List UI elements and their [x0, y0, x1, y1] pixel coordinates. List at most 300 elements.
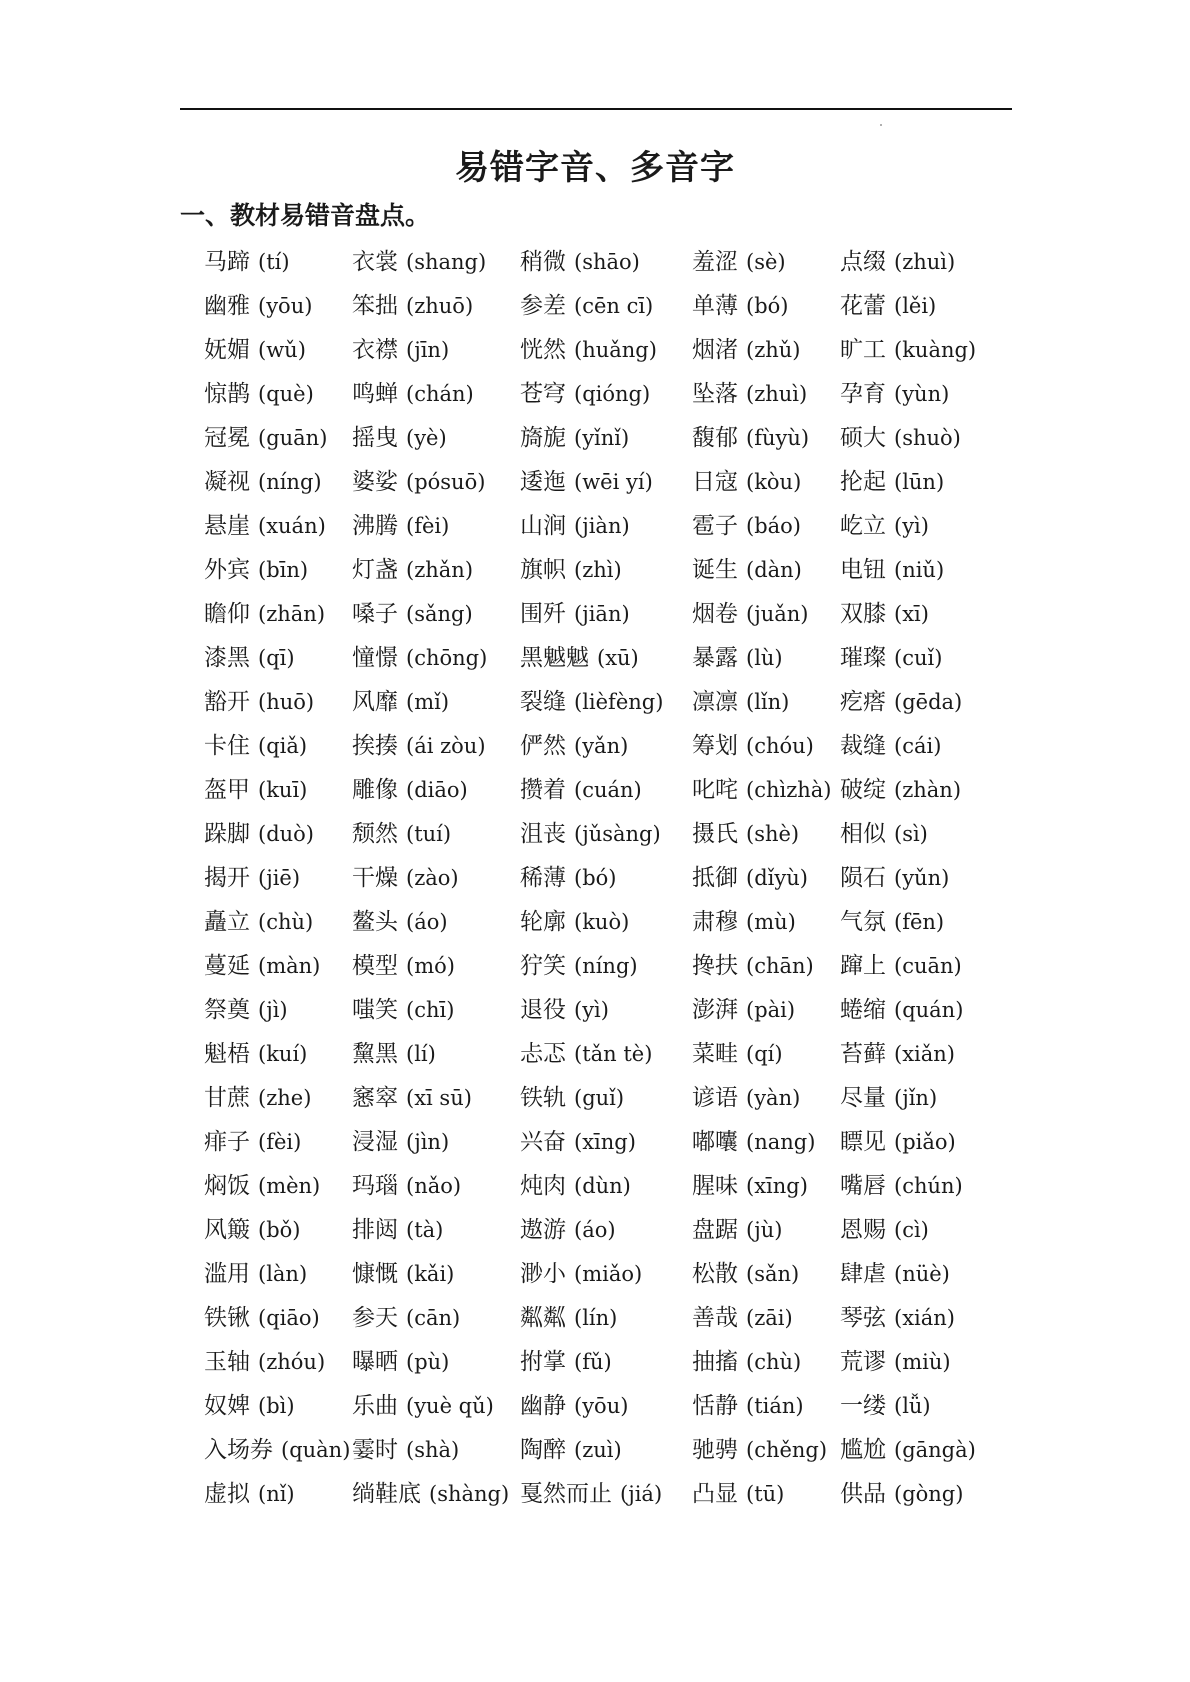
vocab-pinyin: (bó): [574, 866, 617, 890]
vocab-pinyin: (yè): [406, 426, 447, 450]
vocab-row: [204, 724, 1024, 768]
vocab-word: 魁梧: [204, 1041, 250, 1067]
vocab-word: 兴奋: [520, 1129, 566, 1155]
vocab-word: 幽雅: [204, 293, 250, 319]
vocab-pinyin: (fùyù): [746, 426, 810, 450]
vocab-pinyin: (dùn): [574, 1174, 631, 1198]
vocab-pinyin: (tián): [746, 1394, 804, 1418]
vocab-entry: [352, 1340, 449, 1384]
vocab-entry: [204, 636, 295, 680]
vocab-entry: [204, 944, 320, 988]
vocab-word: 沸腾: [352, 513, 398, 539]
vocab-entry: [840, 1164, 963, 1208]
vocab-entry: [692, 416, 809, 460]
vocab-pinyin: (cái): [894, 734, 942, 758]
vocab-pinyin: (fēn): [894, 910, 945, 934]
vocab-entry: [692, 636, 783, 680]
vocab-entry: [204, 1384, 295, 1428]
vocab-entry: [692, 680, 789, 724]
vocab-pinyin: (sǎng): [406, 602, 473, 626]
vocab-pinyin: (pù): [406, 1350, 450, 1374]
vocab-pinyin: (guǐ): [574, 1086, 625, 1110]
vocab-entry: [840, 812, 928, 856]
vocab-pinyin: (shuò): [894, 426, 961, 450]
vocab-entry: [692, 1076, 800, 1120]
vocab-pinyin: (jǔsàng): [574, 822, 661, 846]
vocab-pinyin: (xiǎn): [894, 1042, 955, 1066]
vocab-entry: [692, 1296, 793, 1340]
vocab-word: 粼粼: [520, 1305, 566, 1331]
vocab-word: 荒谬: [840, 1349, 886, 1375]
vocab-word: 苍穹: [520, 381, 566, 407]
vocab-pinyin: (qiāo): [258, 1306, 320, 1330]
vocab-entry: [840, 636, 942, 680]
vocab-entry: [352, 768, 468, 812]
vocab-entry: [692, 460, 801, 504]
vocab-word: 破绽: [840, 777, 886, 803]
vocab-row: [204, 416, 1024, 460]
vocab-row: [204, 1252, 1024, 1296]
vocab-entry: [692, 1340, 801, 1384]
vocab-row: [204, 240, 1024, 284]
vocab-word: 轮廓: [520, 909, 566, 935]
vocab-word: 退役: [520, 997, 566, 1023]
vocab-word: 铁锹: [204, 1305, 250, 1331]
vocab-word: 祭奠: [204, 997, 250, 1023]
vocab-word: 灯盏: [352, 557, 398, 583]
vocab-pinyin: (yuè qǔ): [406, 1394, 494, 1418]
vocab-pinyin: (jiàn): [574, 514, 630, 538]
vocab-pinyin: (guān): [258, 426, 328, 450]
vocab-entry: [520, 944, 638, 988]
vocab-row: [204, 1032, 1024, 1076]
vocab-word: 肃穆: [692, 909, 738, 935]
vocab-word: 干燥: [352, 865, 398, 891]
vocab-word: 炖肉: [520, 1173, 566, 1199]
vocab-word: 馥郁: [692, 425, 738, 451]
vocab-entry: [692, 1472, 784, 1516]
vocab-word: 稍微: [520, 249, 566, 275]
vocab-entry: [840, 592, 929, 636]
vocab-entry: [520, 1472, 662, 1516]
vocab-word: 乐曲: [352, 1393, 398, 1419]
vocab-pinyin: (sǎn): [746, 1262, 800, 1286]
vocab-entry: [692, 900, 796, 944]
vocab-entry: [840, 768, 961, 812]
vocab-entry: [204, 548, 308, 592]
vocab-word: 憧憬: [352, 645, 398, 671]
vocab-word: 冠冕: [204, 425, 250, 451]
vocab-pinyin: (mèn): [258, 1174, 321, 1198]
vocab-pinyin: (yǐnǐ): [574, 426, 630, 450]
vocab-entry: [204, 1340, 325, 1384]
vocab-entry: [840, 1384, 931, 1428]
vocab-entry: [840, 1252, 950, 1296]
header-rule: [180, 108, 1012, 110]
vocab-row: [204, 592, 1024, 636]
vocab-entry: [352, 1032, 436, 1076]
vocab-word: 焖饭: [204, 1173, 250, 1199]
vocab-pinyin: (níng): [574, 954, 638, 978]
vocab-entry: [840, 240, 955, 284]
vocab-pinyin: (jǐn): [894, 1086, 938, 1110]
vocab-pinyin: (mó): [406, 954, 455, 978]
vocab-pinyin: (mù): [746, 910, 796, 934]
speck: [880, 124, 882, 126]
vocab-word: 凝视: [204, 469, 250, 495]
vocab-pinyin: (piǎo): [894, 1130, 956, 1154]
vocab-word: 模型: [352, 953, 398, 979]
vocab-entry: [520, 504, 630, 548]
vocab-pinyin: (chán): [406, 382, 474, 406]
vocab-pinyin: (huǎng): [574, 338, 657, 362]
vocab-entry: [840, 548, 944, 592]
vocab-entry: [204, 856, 300, 900]
vocab-pinyin: (fǔ): [574, 1350, 612, 1374]
vocab-pinyin: (zhān): [258, 602, 326, 626]
vocab-entry: [352, 724, 486, 768]
vocab-word: 参差: [520, 293, 566, 319]
vocab-entry: [840, 944, 962, 988]
vocab-pinyin: (zhuō): [406, 294, 474, 318]
vocab-entry: [352, 1428, 459, 1472]
vocab-entry: [520, 988, 609, 1032]
vocab-row: [204, 1120, 1024, 1164]
vocab-entry: [692, 1252, 799, 1296]
vocab-pinyin: (xīng): [574, 1130, 636, 1154]
vocab-pinyin: (zhuì): [746, 382, 808, 406]
vocab-entry: [204, 768, 307, 812]
vocab-word: 颓然: [352, 821, 398, 847]
vocab-pinyin: (tà): [406, 1218, 444, 1242]
vocab-pinyin: (zhóu): [258, 1350, 326, 1374]
vocab-pinyin: (yùn): [894, 382, 950, 406]
vocab-entry: [520, 636, 639, 680]
vocab-entry: [692, 1384, 804, 1428]
vocab-pinyin: (chī): [406, 998, 455, 1022]
vocab-pinyin: (xīng): [746, 1174, 808, 1198]
vocab-pinyin: (yǔn): [894, 866, 950, 890]
vocab-entry: [840, 284, 936, 328]
vocab-pinyin: (yì): [574, 998, 609, 1022]
vocab-pinyin: (cuán): [574, 778, 642, 802]
vocab-word: 浸湿: [352, 1129, 398, 1155]
vocab-entry: [840, 372, 949, 416]
vocab-word: 菜畦: [692, 1041, 738, 1067]
vocab-entry: [520, 284, 653, 328]
vocab-entry: [840, 724, 941, 768]
vocab-pinyin: (lièfèng): [574, 690, 664, 714]
vocab-word: 婆娑: [352, 469, 398, 495]
section-heading: 一、教材易错音盘点。: [180, 201, 431, 230]
vocab-pinyin: (chún): [894, 1174, 963, 1198]
vocab-word: 忐忑: [520, 1041, 566, 1067]
vocab-entry: [204, 328, 306, 372]
vocab-word: 尴尬: [840, 1437, 886, 1463]
vocab-pinyin: (báo): [746, 514, 801, 538]
vocab-pinyin: (cuǐ): [894, 646, 943, 670]
vocab-word: 单薄: [692, 293, 738, 319]
vocab-word: 玛瑙: [352, 1173, 398, 1199]
vocab-pinyin: (dàn): [746, 558, 802, 582]
vocab-entry: [352, 504, 449, 548]
vocab-entry: [520, 1120, 636, 1164]
vocab-entry: [520, 1384, 628, 1428]
vocab-word: 滥用: [204, 1261, 250, 1287]
vocab-word: 豁开: [204, 689, 250, 715]
vocab-pinyin: (qí): [746, 1042, 783, 1066]
vocab-word: 嘴唇: [840, 1173, 886, 1199]
vocab-word: 幽静: [520, 1393, 566, 1419]
vocab-word: 搀扶: [692, 953, 738, 979]
vocab-entry: [692, 1120, 815, 1164]
vocab-pinyin: (zuì): [574, 1438, 622, 1462]
vocab-entry: [352, 1120, 449, 1164]
vocab-entry: [520, 328, 657, 372]
vocab-entry: [692, 548, 802, 592]
vocab-pinyin: (kuí): [258, 1042, 308, 1066]
vocab-pinyin: (qī): [258, 646, 295, 670]
vocab-row: [204, 680, 1024, 724]
vocab-entry: [204, 416, 327, 460]
vocab-row: [204, 1472, 1024, 1516]
vocab-pinyin: (quán): [894, 998, 964, 1022]
vocab-pinyin: (cān): [406, 1306, 461, 1330]
vocab-pinyin: (cì): [894, 1218, 929, 1242]
vocab-row: [204, 284, 1024, 328]
vocab-pinyin: (zāi): [746, 1306, 793, 1330]
vocab-word: 凛凛: [692, 689, 738, 715]
vocab-entry: [840, 900, 944, 944]
vocabulary-grid: [204, 240, 1024, 1516]
vocab-row: [204, 1428, 1024, 1472]
vocab-entry: [352, 1252, 454, 1296]
vocab-word: 奴婢: [204, 1393, 250, 1419]
vocab-pinyin: (pài): [746, 998, 796, 1022]
vocab-entry: [352, 900, 448, 944]
vocab-word: 攒着: [520, 777, 566, 803]
vocab-word: 驰骋: [692, 1437, 738, 1463]
vocab-word: 渺小: [520, 1261, 566, 1287]
vocab-word: 双膝: [840, 601, 886, 627]
vocab-pinyin: (tí): [258, 250, 290, 274]
vocab-pinyin: (kǎi): [406, 1262, 455, 1286]
vocab-pinyin: (zhì): [574, 558, 622, 582]
vocab-entry: [204, 1164, 320, 1208]
vocab-row: [204, 856, 1024, 900]
vocab-word: 悬崖: [204, 513, 250, 539]
vocab-pinyin: (zhǔ): [746, 338, 801, 362]
vocab-pinyin: (zhǎn): [406, 558, 474, 582]
vocab-entry: [204, 372, 314, 416]
vocab-entry: [520, 1032, 652, 1076]
vocab-entry: [352, 988, 454, 1032]
vocab-word: 铁轨: [520, 1085, 566, 1111]
vocab-entry: [692, 504, 801, 548]
vocab-entry: [840, 1472, 963, 1516]
vocab-word: 鸣蝉: [352, 381, 398, 407]
vocab-row: [204, 1208, 1024, 1252]
vocab-entry: [692, 944, 814, 988]
vocab-pinyin: (xī): [894, 602, 929, 626]
vocab-pinyin: (wēi yí): [574, 470, 653, 494]
vocab-entry: [352, 1472, 509, 1516]
vocab-word: 陶醉: [520, 1437, 566, 1463]
vocab-pinyin: (chìzhà): [746, 778, 832, 802]
vocab-pinyin: (nüè): [894, 1262, 950, 1286]
vocab-entry: [204, 592, 325, 636]
vocab-word: 围歼: [520, 601, 566, 627]
vocab-entry: [840, 1428, 976, 1472]
vocab-word: 琴弦: [840, 1305, 886, 1331]
vocab-entry: [352, 460, 485, 504]
vocab-entry: [352, 944, 455, 988]
vocab-entry: [204, 284, 312, 328]
vocab-pinyin: (bó): [746, 294, 789, 318]
vocab-word: 烟渚: [692, 337, 738, 363]
vocab-word: 一缕: [840, 1393, 886, 1419]
vocab-word: 瞻仰: [204, 601, 250, 627]
vocab-word: 日寇: [692, 469, 738, 495]
vocab-word: 旗帜: [520, 557, 566, 583]
vocab-row: [204, 372, 1024, 416]
vocab-entry: [520, 1164, 631, 1208]
vocab-word: 璀璨: [840, 645, 886, 671]
vocab-pinyin: (qiǎ): [258, 734, 308, 758]
vocab-word: 矗立: [204, 909, 250, 935]
vocab-pinyin: (wǔ): [258, 338, 306, 362]
vocab-word: 俨然: [520, 733, 566, 759]
vocab-entry: [204, 460, 322, 504]
vocab-word: 风簸: [204, 1217, 250, 1243]
vocab-pinyin: (kuàng): [894, 338, 977, 362]
vocab-entry: [204, 240, 290, 284]
vocab-word: 雹子: [692, 513, 738, 539]
vocab-entry: [840, 504, 929, 548]
vocab-word: 点缀: [840, 249, 886, 275]
vocab-row: [204, 900, 1024, 944]
vocab-word: 挨揍: [352, 733, 398, 759]
vocab-pinyin: (nǐ): [258, 1482, 295, 1506]
vocab-pinyin: (chōng): [406, 646, 488, 670]
vocab-entry: [352, 856, 459, 900]
vocab-word: 盔甲: [204, 777, 250, 803]
vocab-word: 恬静: [692, 1393, 738, 1419]
vocab-row: [204, 768, 1024, 812]
vocab-pinyin: (zào): [406, 866, 459, 890]
vocab-pinyin: (chěng): [746, 1438, 828, 1462]
vocab-entry: [840, 1208, 929, 1252]
vocab-pinyin: (nang): [746, 1130, 816, 1154]
vocab-pinyin: (jì): [258, 998, 288, 1022]
vocab-pinyin: (shà): [406, 1438, 460, 1462]
vocab-pinyin: (jīn): [406, 338, 450, 362]
vocab-pinyin: (qióng): [574, 382, 651, 406]
vocab-word: 蔓延: [204, 953, 250, 979]
vocab-entry: [352, 328, 449, 372]
vocab-pinyin: (kuī): [258, 778, 308, 802]
vocab-word: 腥味: [692, 1173, 738, 1199]
vocab-entry: [204, 1208, 300, 1252]
vocab-word: 虚拟: [204, 1481, 250, 1507]
vocab-word: 抵御: [692, 865, 738, 891]
vocab-pinyin: (gēda): [894, 690, 963, 714]
vocab-entry: [692, 724, 814, 768]
vocab-pinyin: (yōu): [574, 1394, 629, 1418]
vocab-pinyin: (juǎn): [746, 602, 809, 626]
vocab-word: 旖旎: [520, 425, 566, 451]
vocab-entry: [692, 1208, 782, 1252]
vocab-pinyin: (yàn): [746, 1086, 801, 1110]
vocab-pinyin: (chóu): [746, 734, 814, 758]
vocab-entry: [840, 1340, 951, 1384]
vocab-word: 衣襟: [352, 337, 398, 363]
vocab-entry: [204, 724, 307, 768]
vocab-entry: [520, 460, 653, 504]
vocab-pinyin: (lěi): [894, 294, 937, 318]
vocab-entry: [520, 1428, 622, 1472]
vocab-entry: [204, 680, 314, 724]
vocab-row: [204, 812, 1024, 856]
vocab-entry: [352, 1384, 494, 1428]
vocab-entry: [840, 460, 944, 504]
vocab-row: [204, 1296, 1024, 1340]
vocab-entry: [352, 812, 451, 856]
vocab-pinyin: (áo): [406, 910, 448, 934]
vocab-pinyin: (fèi): [258, 1130, 302, 1154]
vocab-word: 沮丧: [520, 821, 566, 847]
vocab-entry: [840, 1296, 955, 1340]
vocab-pinyin: (tuí): [406, 822, 452, 846]
vocab-entry: [692, 1032, 783, 1076]
vocab-pinyin: (yǎn): [574, 734, 629, 758]
vocab-word: 雕像: [352, 777, 398, 803]
vocab-pinyin: (sì): [894, 822, 928, 846]
vocab-pinyin: (chān): [746, 954, 814, 978]
vocab-pinyin: (miǎo): [574, 1262, 643, 1286]
vocab-word: 揭开: [204, 865, 250, 891]
vocab-row: [204, 460, 1024, 504]
vocab-entry: [520, 1340, 612, 1384]
vocab-word: 暴露: [692, 645, 738, 671]
vocab-entry: [692, 328, 801, 372]
vocab-word: 花蕾: [840, 293, 886, 319]
vocab-pinyin: (shè): [746, 822, 800, 846]
vocab-pinyin: (lǐn): [746, 690, 790, 714]
vocab-word: 陨石: [840, 865, 886, 891]
vocab-word: 恍然: [520, 337, 566, 363]
vocab-word: 诞生: [692, 557, 738, 583]
vocab-word: 蹿上: [840, 953, 886, 979]
vocab-word: 逶迤: [520, 469, 566, 495]
vocab-word: 妩媚: [204, 337, 250, 363]
vocab-word: 谚语: [692, 1085, 738, 1111]
vocab-entry: [692, 284, 788, 328]
vocab-entry: [204, 812, 314, 856]
vocab-word: 参天: [352, 1305, 398, 1331]
vocab-entry: [352, 372, 474, 416]
vocab-pinyin: (jìn): [406, 1130, 450, 1154]
vocab-pinyin: (pósuō): [406, 470, 486, 494]
vocab-entry: [520, 724, 628, 768]
vocab-word: 松散: [692, 1261, 738, 1287]
vocab-pinyin: (fèi): [406, 514, 450, 538]
vocab-row: [204, 1164, 1024, 1208]
vocab-pinyin: (jiá): [620, 1482, 663, 1506]
vocab-entry: [520, 900, 629, 944]
vocab-word: 拊掌: [520, 1349, 566, 1375]
vocab-pinyin: (quàn): [281, 1438, 351, 1462]
